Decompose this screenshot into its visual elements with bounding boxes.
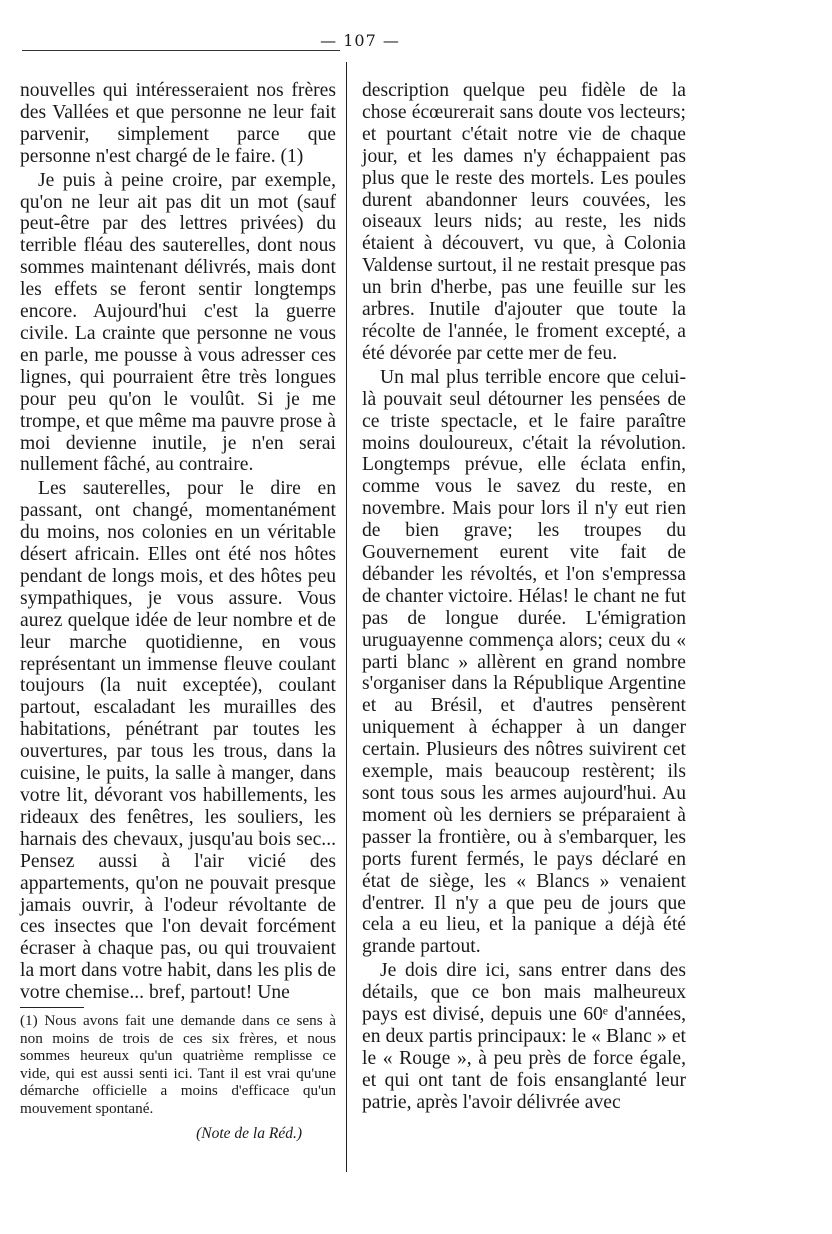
left-column <box>20 80 336 1145</box>
right-paragraph-3: Je dois dire ici, sans entrer dans des détails, que ce bon mais malheureux pays est divisé, depuis une 60ᵉ d'années, en deux partis principaux: le « Blanc » et le « Rouge », à peu près de force égale, et qui ont tant de fois ensanglanté leur patrie, après l'avoir délivrée avec <box>362 960 686 1113</box>
footnote: (1) Nous avons fait une demande dans ce sens à non moins de trois de ces six frères, et nous sommes heureux qu'un quatrième remplisse ce vide, qui est aussi senti ici. Tant il est vrai qu'une démarche officielle a moins d'efficace qu'un mouvement spontané. <box>20 1012 336 1117</box>
left-paragraph-1: nouvelles qui intéresseraient nos frères des Vallées et que personne ne leur fait parvenir, simplement parce que personne n'est chargé de le faire. (1) <box>20 80 336 167</box>
footnote-rule <box>20 1007 84 1008</box>
right-paragraph-1: description quelque peu fidèle de la chose écœurerait sans doute vos lecteurs; et pourtant c'était notre vie de chaque jour, et les dames n'y échappaient pas plus que le reste des mortels. Les poules durent abandonner leurs couvées, les oiseaux leurs nids; au reste, les nids étaient à découvert, vu que, à Colonia Valdense surtout, il ne restait presque pas un brin d'herbe, pas une feuille sur les arbres. Inutile d'ajouter que toute la récolte de l'année, le froment excepté, a été dévorée par cette mer de feu. <box>362 80 686 364</box>
left-paragraph-2: Je puis à peine croire, par exemple, qu'on ne leur ait pas dit un mot (sauf peut-être par des lettres privées) du terrible fléau des sauterelles, dont nous sommes maintenant délivrés, mais dont les effets se feront sentir longtemps encore. Aujourd'hui c'est la guerre civile. La crainte que personne ne vous en parle, me pousse à vous adresser ces lignes, qui pourraient être très longues pour peu qu'on le voulût. Si je me trompe, et que même ma pauvre prose à moi devienne inutile, je n'en serai nullement fâché, au contraire. <box>20 169 336 476</box>
left-paragraph-3: Les sauterelles, pour le dire en passant, ont changé, momentanément du moins, nos colonies en un véritable désert africain. Elles ont été nos hôtes pendant de longs mois, et des hôtes peu sympathiques, je vous assure. Vous aurez quelque idée de leur nombre et de leur marche quotidienne, en vous représentant un immense fleuve coulant toujours (la nuit exceptée), coulant partout, escaladant les murailles des habitations, pénétrant par toutes les ouvertures, par tous les trous, dans la cuisine, le puits, la salle à manger, dans votre lit, dévorant vos habillements, les rideaux des fenêtres, les souliers, les harnais des chevaux, jusqu'au bois sec... Pensez aussi à l'air vicié des appartements, qu'on ne pouvait presque jamais ouvrir, à l'odeur révoltante de ces insectes que l'on devait forcément écraser à chaque pas, ou qui trouvaient la mort dans votre habit, dans les plis de votre chemise... bref, partout! Une <box>20 478 336 1004</box>
page-number: — 107 — <box>320 31 400 50</box>
footnote-signature: (Note de la Réd.) <box>196 1125 302 1143</box>
header-rule <box>22 50 340 51</box>
column-divider <box>346 62 347 1172</box>
right-paragraph-2: Un mal plus terrible encore que celui-là pouvait seul détourner les pensées de ce triste spectacle, et le faire paraître moins douloureux, c'était la révolution. Longtemps prévue, elle éclata enfin, comme vous le savez du reste, en novembre. Mais pour lors il n'y eut rien de bien grave; les troupes du Gouvernement eurent vite fait de débander les révoltés, et l'on s'empressa de chanter victoire. Hélas! le chant ne fut pas de longue durée. L'émigration uruguayenne commença alors; ceux du « parti blanc » allèrent en grand nombre s'organiser dans la République Argentine et au Brésil, et d'autres pensèrent uniquement à échapper à un danger certain. Plusieurs des nôtres suivirent cet exemple, mais beaucoup restèrent; ils sont tous sous les armes aujourd'hui. Au moment où les derniers se préparaient à passer la frontière, ou à s'embarquer, les ports furent fermés, le pays déclaré en état de siège, les « Blancs » venaient d'entrer. Il n'y a que peu de jours que cela a eu lieu, et la panique a déjà été grande partout. <box>362 366 686 958</box>
right-column <box>362 80 686 1114</box>
